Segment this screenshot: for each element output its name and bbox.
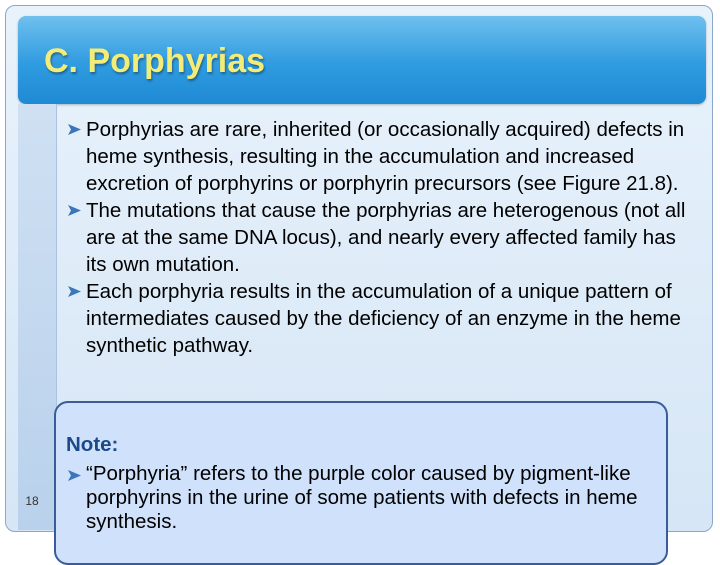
slide-title: C. Porphyrias xyxy=(44,42,266,80)
bullet-item xyxy=(66,197,696,278)
note-bullet-text: “Porphyria” refers to the purple color caused by pigment-like porphyrins in the urine of some patients with defects in heme synthesis. xyxy=(86,462,638,533)
bullet-item xyxy=(66,278,696,359)
ribbon-bullet-icon xyxy=(68,286,81,297)
bullet-text: The mutations that cause the porphyrias are heterogenous (not all are at the same DNA locus), and nearly every affected family has its own mutation. xyxy=(86,199,686,276)
bullet-text: Porphyrias are rare, inherited (or occasionally acquired) defects in heme synthesis, resulting in the accumulation and increased excretion of porphyrins or porphyrin precursors (see Figure 21.8). xyxy=(86,118,685,195)
left-sidebar-strip xyxy=(18,104,57,530)
bullet-item xyxy=(66,116,696,197)
note-title: Note: xyxy=(66,433,119,456)
note-bullet-item xyxy=(66,462,696,534)
content-body xyxy=(66,116,696,359)
slide-number: 18 xyxy=(25,494,39,508)
bullet-text: Each porphyria results in the accumulation of a unique pattern of intermediates caused by the deficiency of an enzyme in the heme synthetic pathway. xyxy=(86,280,681,357)
ribbon-bullet-icon xyxy=(68,470,81,481)
note-body xyxy=(66,462,696,534)
ribbon-bullet-icon xyxy=(68,205,81,216)
ribbon-bullet-icon xyxy=(68,124,81,135)
